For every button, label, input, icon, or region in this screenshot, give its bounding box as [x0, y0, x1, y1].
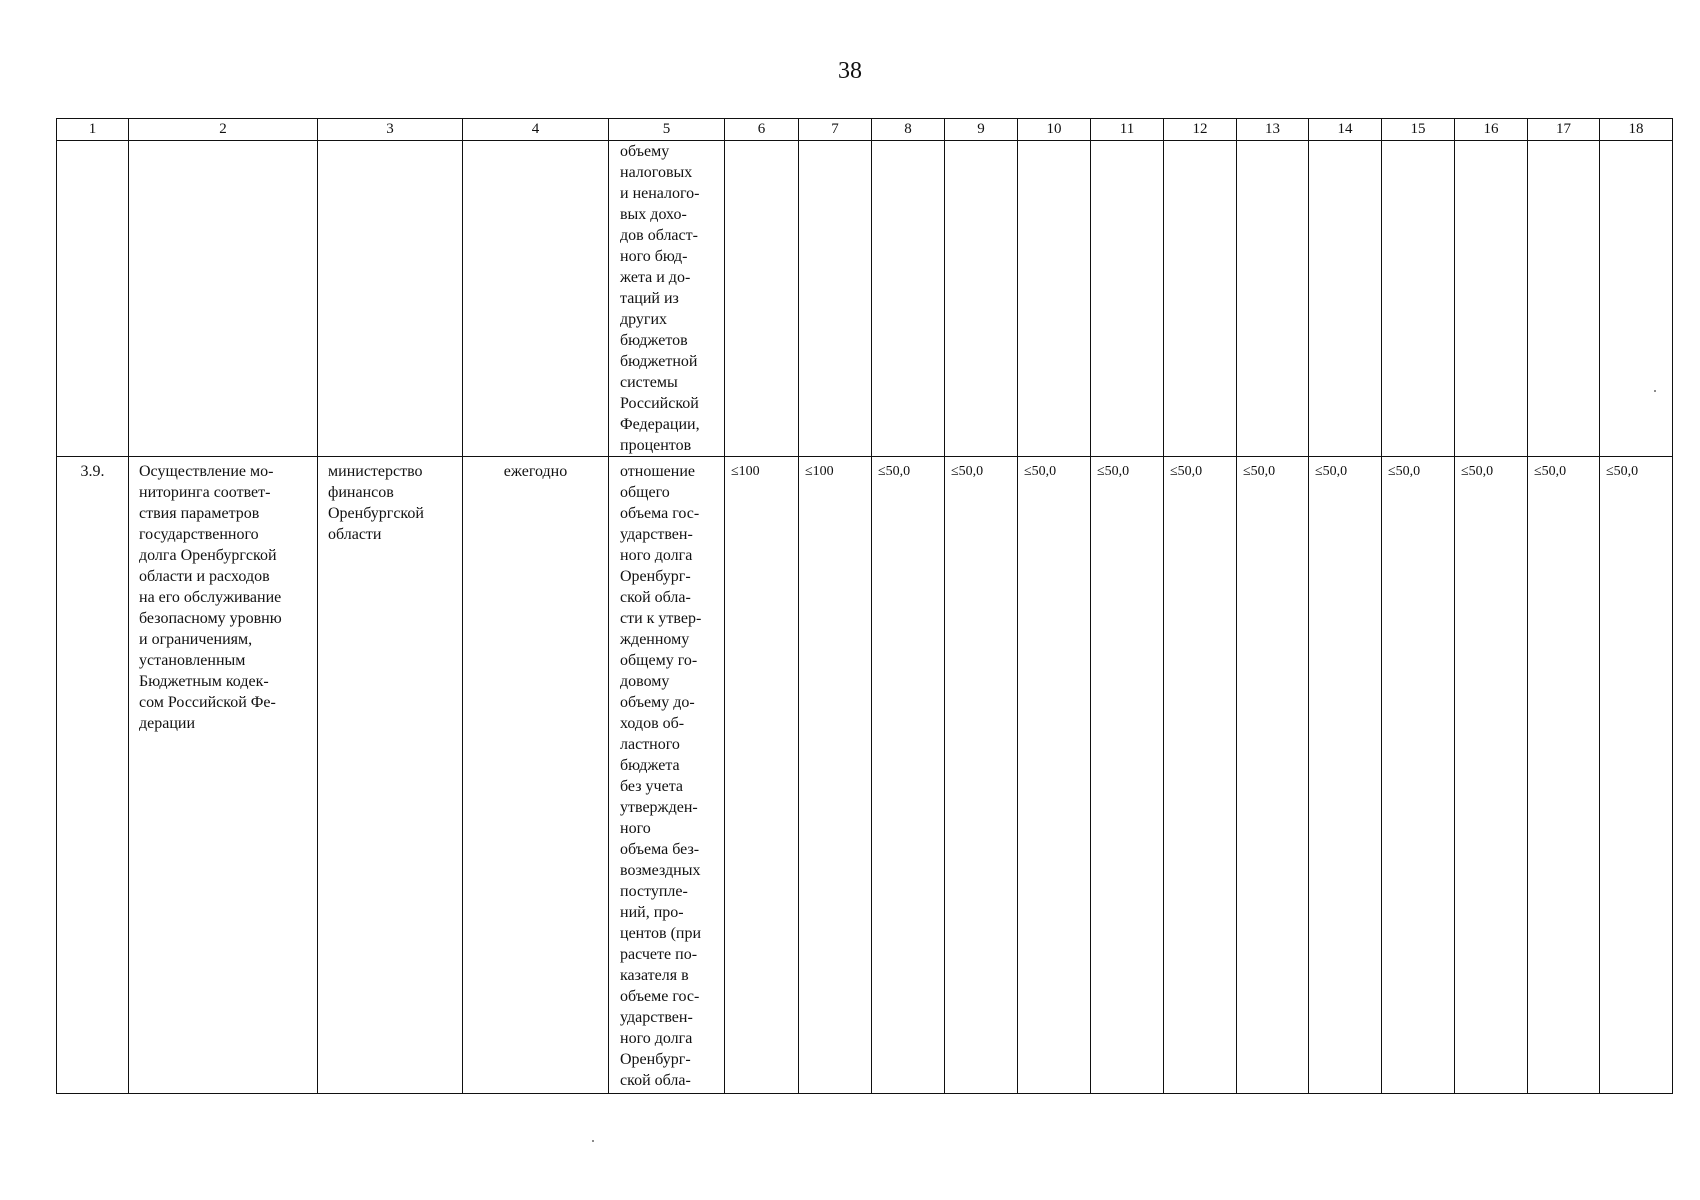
value-cell: ≤100	[799, 457, 872, 1094]
header-cell: 12	[1164, 119, 1237, 141]
value-cell: ≤50,0	[1528, 457, 1600, 1094]
empty-cell	[318, 141, 463, 457]
header-cell: 3	[318, 119, 463, 141]
indicator-cell: отношение общего объема гос- ударствен- ного долга Оренбург- ской обла- сти к утвер- жденному общему го- довому объему до- ходов об- ластного бюджета без учета утвержден- ного объема без- возмездных поступле- ний, про- центов (при расчете по- казателя в объеме гос- ударствен- ного долга Оренбург- ской обла-	[609, 457, 725, 1094]
value-cell: ≤50,0	[1309, 457, 1382, 1094]
indicator-cell: объему налоговых и неналого- вых дохо- дов област- ного бюд- жета и до- таций из других бюджетов бюджетной системы Российской Федерации, процентов	[609, 141, 725, 457]
header-cell: 14	[1309, 119, 1382, 141]
empty-cell	[799, 141, 872, 457]
header-cell: 9	[945, 119, 1018, 141]
table-row-3-9	[57, 457, 1673, 1094]
value-cell: ≤50,0	[1455, 457, 1528, 1094]
executor-cell: министерство финансов Оренбургской области	[318, 457, 463, 1094]
empty-cell	[1237, 141, 1309, 457]
activity-cell: Осуществление мо- ниторинга соответ- ствия параметров государственного долга Оренбургской области и расходов на его обслуживание безопасному уровню и ограничениям, установленным Бюджетным кодек- сом Российской Фе- дерации	[129, 457, 318, 1094]
deadline-cell: ежегодно	[463, 457, 609, 1094]
header-cell: 10	[1018, 119, 1091, 141]
header-cell: 16	[1455, 119, 1528, 141]
value-cell: ≤50,0	[1091, 457, 1164, 1094]
empty-cell	[945, 141, 1018, 457]
scan-speck	[592, 1140, 594, 1142]
header-cell: 6	[725, 119, 799, 141]
value-cell: ≤50,0	[945, 457, 1018, 1094]
header-cell: 2	[129, 119, 318, 141]
header-cell: 4	[463, 119, 609, 141]
value-cell: ≤100	[725, 457, 799, 1094]
header-cell: 11	[1091, 119, 1164, 141]
header-cell: 7	[799, 119, 872, 141]
empty-cell	[1309, 141, 1382, 457]
empty-cell	[1091, 141, 1164, 457]
empty-cell	[463, 141, 609, 457]
header-cell: 18	[1600, 119, 1673, 141]
empty-cell	[129, 141, 318, 457]
value-cell: ≤50,0	[872, 457, 945, 1094]
header-cell: 15	[1382, 119, 1455, 141]
header-cell: 8	[872, 119, 945, 141]
empty-cell	[725, 141, 799, 457]
row-number-cell: 3.9.	[57, 457, 129, 1094]
empty-cell	[1018, 141, 1091, 457]
value-cell: ≤50,0	[1018, 457, 1091, 1094]
header-cell: 5	[609, 119, 725, 141]
header-cell: 1	[57, 119, 129, 141]
header-cell: 13	[1237, 119, 1309, 141]
scan-speck	[1654, 390, 1656, 392]
empty-cell	[57, 141, 129, 457]
header-cell: 17	[1528, 119, 1600, 141]
value-cell: ≤50,0	[1600, 457, 1673, 1094]
empty-cell	[1382, 141, 1455, 457]
empty-cell	[872, 141, 945, 457]
empty-cell	[1528, 141, 1600, 457]
empty-cell	[1600, 141, 1673, 457]
value-cell: ≤50,0	[1237, 457, 1309, 1094]
value-cell: ≤50,0	[1382, 457, 1455, 1094]
value-cell: ≤50,0	[1164, 457, 1237, 1094]
page-number: 38	[838, 58, 862, 84]
indicator-table	[56, 118, 1673, 1094]
empty-cell	[1164, 141, 1237, 457]
table-row-continued	[57, 141, 1673, 457]
empty-cell	[1455, 141, 1528, 457]
header-row	[57, 119, 1673, 141]
